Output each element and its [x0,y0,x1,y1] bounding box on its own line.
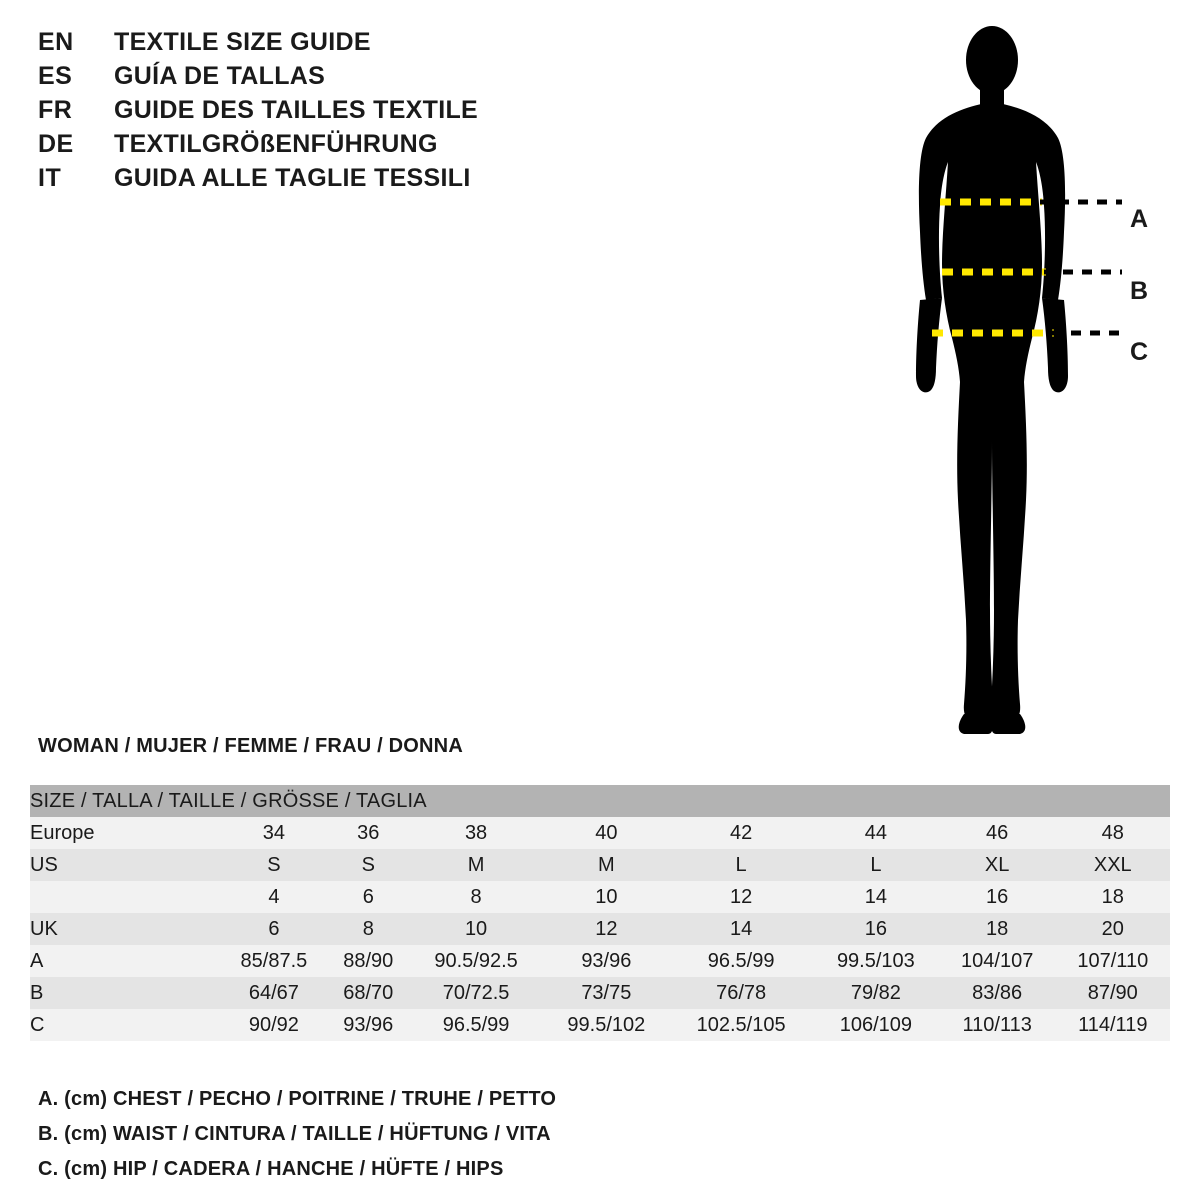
table-cell: 46 [939,817,1056,849]
table-header-label: SIZE / TALLA / TAILLE / GRÖSSE / TAGLIA [30,785,1170,817]
table-row [30,913,1170,945]
body-silhouette-icon [860,20,1190,740]
row-label: C [30,1009,220,1041]
language-title: TEXTILE SIZE GUIDE [114,28,371,56]
table-caption: WOMAN / MUJER / FEMME / FRAU / DONNA [38,735,463,757]
table-row [30,977,1170,1009]
table-row [30,849,1170,881]
table-cell: 18 [1056,881,1170,913]
table-cell: 34 [220,817,328,849]
table-cell: 90.5/92.5 [409,945,544,977]
table-cell: 48 [1056,817,1170,849]
table-cell: 64/67 [220,977,328,1009]
table-cell: 16 [939,881,1056,913]
table-cell: 14 [669,913,813,945]
row-label: UK [30,913,220,945]
table-cell: 12 [669,881,813,913]
language-row [38,28,558,62]
table-cell: L [669,849,813,881]
language-code: EN [38,28,74,56]
table-cell: 18 [939,913,1056,945]
table-cell: 6 [220,913,328,945]
table-cell: 38 [409,817,544,849]
table-cell: M [409,849,544,881]
table-cell: 110/113 [939,1009,1056,1041]
table-cell: XL [939,849,1056,881]
table-cell: 87/90 [1056,977,1170,1009]
row-label: US [30,849,220,881]
table-cell: XXL [1056,849,1170,881]
language-title: GUÍA DE TALLAS [114,62,326,90]
language-row [38,96,558,130]
table-cell: 36 [328,817,409,849]
table-cell: 96.5/99 [409,1009,544,1041]
marker-label-a: A [1130,205,1149,233]
legend-note-b: B. (cm) WAIST / CINTURA / TAILLE / HÜFTUNG / VITA [38,1123,551,1145]
legend-note-c: C. (cm) HIP / CADERA / HANCHE / HÜFTE / HIPS [38,1158,504,1180]
table-cell: 93/96 [328,1009,409,1041]
table-row [30,1009,1170,1041]
marker-label-c: C [1130,338,1149,366]
table-row [30,881,1170,913]
row-label: A [30,945,220,977]
table-cell: S [220,849,328,881]
language-code: DE [38,130,74,158]
table-cell: 8 [328,913,409,945]
table-cell: 107/110 [1056,945,1170,977]
table-cell: 114/119 [1056,1009,1170,1041]
language-row [38,130,558,164]
table-cell: 90/92 [220,1009,328,1041]
table-cell: 88/90 [328,945,409,977]
table-cell: 6 [328,881,409,913]
table-cell: 70/72.5 [409,977,544,1009]
table-cell: 12 [543,913,669,945]
language-title-block [38,28,558,198]
table-cell: 68/70 [328,977,409,1009]
table-cell: M [543,849,669,881]
language-code: FR [38,96,73,124]
table-cell: 42 [669,817,813,849]
marker-label-b: B [1130,277,1149,305]
language-title: GUIDE DES TAILLES TEXTILE [114,96,479,124]
table-cell: 73/75 [543,977,669,1009]
table-cell: 102.5/105 [669,1009,813,1041]
table-cell: 83/86 [939,977,1056,1009]
table-cell: 40 [543,817,669,849]
table-cell: 4 [220,881,328,913]
table-cell: 10 [543,881,669,913]
table-row [30,945,1170,977]
table-row [30,817,1170,849]
row-label [30,881,220,913]
measurement-legend [38,1088,1138,1193]
table-cell: 106/109 [813,1009,939,1041]
table-cell: L [813,849,939,881]
size-table [30,785,1170,1041]
table-cell: 104/107 [939,945,1056,977]
table-cell: 44 [813,817,939,849]
table-cell: 8 [409,881,544,913]
language-title: GUIDA ALLE TAGLIE TESSILI [114,164,471,192]
table-cell: 79/82 [813,977,939,1009]
language-row [38,62,558,96]
table-cell: 20 [1056,913,1170,945]
row-label: B [30,977,220,1009]
table-cell: 14 [813,881,939,913]
female-body-figure [860,20,1190,740]
table-cell: 99.5/103 [813,945,939,977]
row-label: Europe [30,817,220,849]
table-cell: 76/78 [669,977,813,1009]
table-cell: 16 [813,913,939,945]
table-cell: 10 [409,913,544,945]
table-cell: 96.5/99 [669,945,813,977]
table-cell: 85/87.5 [220,945,328,977]
table-cell: 93/96 [543,945,669,977]
language-code: ES [38,62,73,90]
table-header-row [30,785,1170,817]
language-code: IT [38,164,62,192]
table-cell: 99.5/102 [543,1009,669,1041]
legend-note-a: A. (cm) CHEST / PECHO / POITRINE / TRUHE / PETTO [38,1088,557,1110]
language-title: TEXTILGRÖßENFÜHRUNG [114,130,438,158]
language-row [38,164,558,198]
table-cell: S [328,849,409,881]
